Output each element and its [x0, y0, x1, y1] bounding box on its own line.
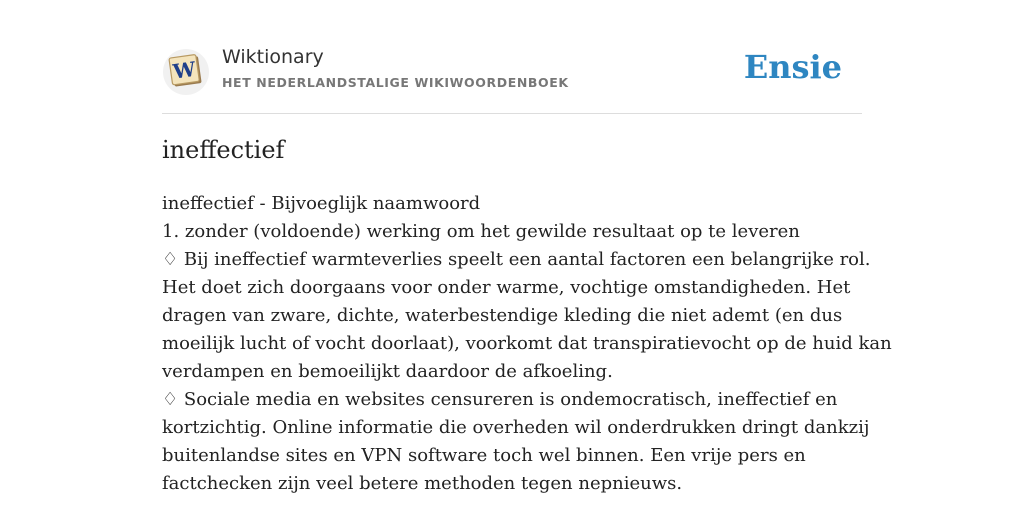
example-line: ♢ Sociale media en websites censureren is ondemocratisch, ineffectief en [162, 389, 838, 410]
example-line: moeilijk lucht of vocht doorlaat), voorkomt dat transpiratievocht op de huid kan [162, 333, 892, 354]
example-line: ♢ Bij ineffectief warmteverlies speelt een aantal factoren een belangrijke rol. [162, 249, 871, 270]
example-line: factchecken zijn veel betere methoden tegen nepnieuws. [162, 473, 683, 494]
definition-sense-1: 1. zonder (voldoende) werking om het gewilde resultaat op te leveren [162, 221, 800, 242]
site-tagline: HET NEDERLANDSTALIGE WIKIWOORDENBOEK [222, 75, 569, 90]
wiktionary-logo[interactable] [162, 48, 210, 96]
site-header [162, 44, 862, 96]
example-line: buitenlandse sites en VPN software toch wel binnen. Een vrije pers en [162, 445, 806, 466]
entry-definition [162, 190, 892, 498]
ensie-logo-link[interactable]: Ensie [743, 48, 842, 86]
site-name[interactable]: Wiktionary [222, 46, 324, 68]
entry-pos-line: ineffectief - Bijvoeglijk naamwoord [162, 193, 481, 214]
example-line: dragen van zware, dichte, waterbestendige kleding die niet ademt (en dus [162, 305, 843, 326]
logo-letter: W [171, 56, 198, 84]
example-line: kortzichtig. Online informatie die overheden wil onderdrukken dringt dankzij [162, 417, 870, 438]
header-divider [162, 113, 862, 114]
wiktionary-tile-icon [162, 48, 210, 96]
example-line: verdampen en bemoeilijkt daardoor de afkoeling. [162, 361, 613, 382]
entry-title: ineffectief [162, 136, 285, 164]
example-line: Het doet zich doorgaans voor onder warme, vochtige omstandigheden. Het [162, 277, 851, 298]
